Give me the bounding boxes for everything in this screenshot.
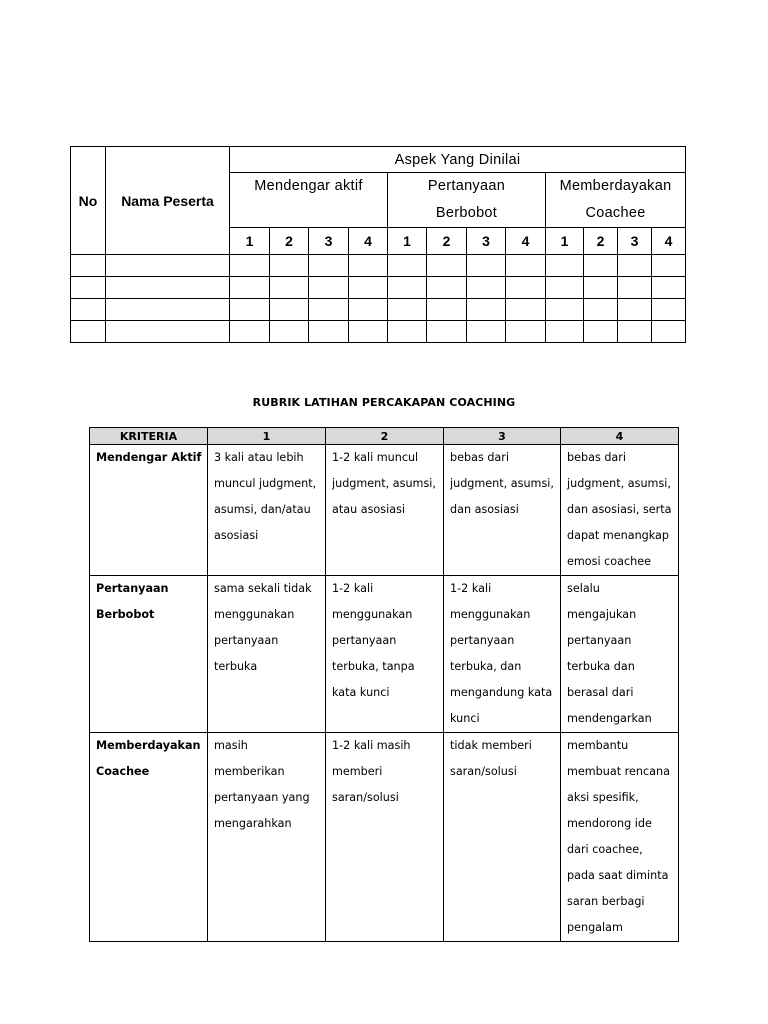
participant-cell[interactable] xyxy=(652,277,686,299)
assessment-table xyxy=(70,146,686,343)
participant-cell[interactable] xyxy=(652,255,686,277)
score-header-cell: 3 xyxy=(309,228,349,255)
rubric-criterion: Pertanyaan Berbobot xyxy=(90,576,208,733)
participant-cell[interactable] xyxy=(584,299,618,321)
score-header-cell: 2 xyxy=(270,228,309,255)
participant-cell[interactable] xyxy=(388,255,427,277)
participant-row xyxy=(71,321,686,343)
rubric-row-weighted-questions xyxy=(90,576,679,733)
participant-cell[interactable] xyxy=(270,277,309,299)
participant-cell[interactable] xyxy=(270,255,309,277)
participant-cell[interactable] xyxy=(309,299,349,321)
score-header-cell: 2 xyxy=(584,228,618,255)
score-header-cell: 4 xyxy=(506,228,546,255)
header-group-active-listening: Mendengar aktif xyxy=(230,173,388,228)
participant-cell[interactable] xyxy=(584,255,618,277)
score-header-cell: 1 xyxy=(546,228,584,255)
participant-cell[interactable] xyxy=(309,321,349,343)
participant-cell[interactable] xyxy=(71,321,106,343)
participant-cell[interactable] xyxy=(506,299,546,321)
rubric-header-row xyxy=(90,428,679,445)
participant-cell[interactable] xyxy=(506,321,546,343)
rubric-cell: 1-2 kali masih memberi saran/solusi xyxy=(326,733,444,942)
participant-cell[interactable] xyxy=(106,321,230,343)
participant-cell[interactable] xyxy=(230,277,270,299)
participant-cell[interactable] xyxy=(584,277,618,299)
participant-cell[interactable] xyxy=(427,299,467,321)
rubric-cell: masih memberikan pertanyaan yang mengarahkan xyxy=(208,733,326,942)
participant-cell[interactable] xyxy=(546,321,584,343)
score-header-cell: 4 xyxy=(652,228,686,255)
rubric-cell: 1-2 kali menggunakan pertanyaan terbuka, tanpa kata kunci xyxy=(326,576,444,733)
rubric-col-score-2: 2 xyxy=(326,428,444,445)
score-header-cell: 1 xyxy=(388,228,427,255)
rubric-criterion: Mendengar Aktif xyxy=(90,445,208,576)
participant-cell[interactable] xyxy=(71,255,106,277)
participant-cell[interactable] xyxy=(106,255,230,277)
participant-row xyxy=(71,255,686,277)
score-header-cell: 3 xyxy=(618,228,652,255)
participant-cell[interactable] xyxy=(427,321,467,343)
rubric-col-score-1: 1 xyxy=(208,428,326,445)
participant-row xyxy=(71,277,686,299)
rubric-col-score-3: 3 xyxy=(444,428,561,445)
participant-cell[interactable] xyxy=(618,255,652,277)
rubric-cell: tidak memberi saran/solusi xyxy=(444,733,561,942)
participant-cell[interactable] xyxy=(349,321,388,343)
participant-cell[interactable] xyxy=(349,255,388,277)
participant-cell[interactable] xyxy=(506,277,546,299)
participant-cell[interactable] xyxy=(309,255,349,277)
participant-cell[interactable] xyxy=(546,277,584,299)
participant-cell[interactable] xyxy=(546,299,584,321)
header-participant-name: Nama Peserta xyxy=(106,147,230,255)
rubric-cell: bebas dari judgment, asumsi, dan asosiasi xyxy=(444,445,561,576)
rubric-table xyxy=(89,427,679,942)
participant-cell[interactable] xyxy=(427,277,467,299)
score-header-cell: 3 xyxy=(467,228,506,255)
participant-cell[interactable] xyxy=(652,321,686,343)
rubric-title: RUBRIK LATIHAN PERCAKAPAN COACHING xyxy=(252,396,516,409)
participant-cell[interactable] xyxy=(71,299,106,321)
participant-cell[interactable] xyxy=(349,299,388,321)
rubric-cell: selalu mengajukan pertanyaan terbuka dan berasal dari mendengarkan xyxy=(561,576,679,733)
rubric-cell: 3 kali atau lebih muncul judgment, asumsi, dan/atau asosiasi xyxy=(208,445,326,576)
participant-cell[interactable] xyxy=(309,277,349,299)
participant-cell[interactable] xyxy=(106,299,230,321)
score-header-cell: 1 xyxy=(230,228,270,255)
score-header-cell: 2 xyxy=(427,228,467,255)
rubric-cell: 1-2 kali menggunakan pertanyaan terbuka, dan mengandung kata kunci xyxy=(444,576,561,733)
participant-cell[interactable] xyxy=(270,321,309,343)
participant-cell[interactable] xyxy=(618,277,652,299)
rubric-row-active-listening xyxy=(90,445,679,576)
participant-cell[interactable] xyxy=(270,299,309,321)
participant-cell[interactable] xyxy=(467,255,506,277)
participant-cell[interactable] xyxy=(388,321,427,343)
participant-cell[interactable] xyxy=(467,299,506,321)
participant-cell[interactable] xyxy=(71,277,106,299)
rubric-cell: 1-2 kali muncul judgment, asumsi, atau asosiasi xyxy=(326,445,444,576)
participant-cell[interactable] xyxy=(467,321,506,343)
participant-cell[interactable] xyxy=(584,321,618,343)
rubric-col-score-4: 4 xyxy=(561,428,679,445)
participant-cell[interactable] xyxy=(618,299,652,321)
participant-cell[interactable] xyxy=(652,299,686,321)
rubric-cell: membantu membuat rencana aksi spesifik, mendorong ide dari coachee, pada saat diminta saran berbagi pengalam xyxy=(561,733,679,942)
participant-cell[interactable] xyxy=(230,255,270,277)
rubric-cell: bebas dari judgment, asumsi, dan asosiasi, serta dapat menangkap emosi coachee xyxy=(561,445,679,576)
participant-cell[interactable] xyxy=(230,299,270,321)
participant-row xyxy=(71,299,686,321)
participant-cell[interactable] xyxy=(388,299,427,321)
participant-cell[interactable] xyxy=(467,277,506,299)
participant-cell[interactable] xyxy=(618,321,652,343)
header-group-empower-coachee: Memberdayakan Coachee xyxy=(546,173,686,228)
rubric-col-criteria: KRITERIA xyxy=(90,428,208,445)
header-group-weighted-questions: Pertanyaan Berbobot xyxy=(388,173,546,228)
participant-cell[interactable] xyxy=(230,321,270,343)
rubric-cell: sama sekali tidak menggunakan pertanyaan terbuka xyxy=(208,576,326,733)
participant-cell[interactable] xyxy=(388,277,427,299)
header-no: No xyxy=(71,147,106,255)
rubric-row-empower-coachee xyxy=(90,733,679,942)
participant-cell[interactable] xyxy=(506,255,546,277)
participant-cell[interactable] xyxy=(349,277,388,299)
score-header-cell: 4 xyxy=(349,228,388,255)
participant-cell[interactable] xyxy=(106,277,230,299)
participant-cell[interactable] xyxy=(546,255,584,277)
header-aspect-title: Aspek Yang Dinilai xyxy=(230,147,686,173)
rubric-criterion: Memberdayakan Coachee xyxy=(90,733,208,942)
participant-cell[interactable] xyxy=(427,255,467,277)
